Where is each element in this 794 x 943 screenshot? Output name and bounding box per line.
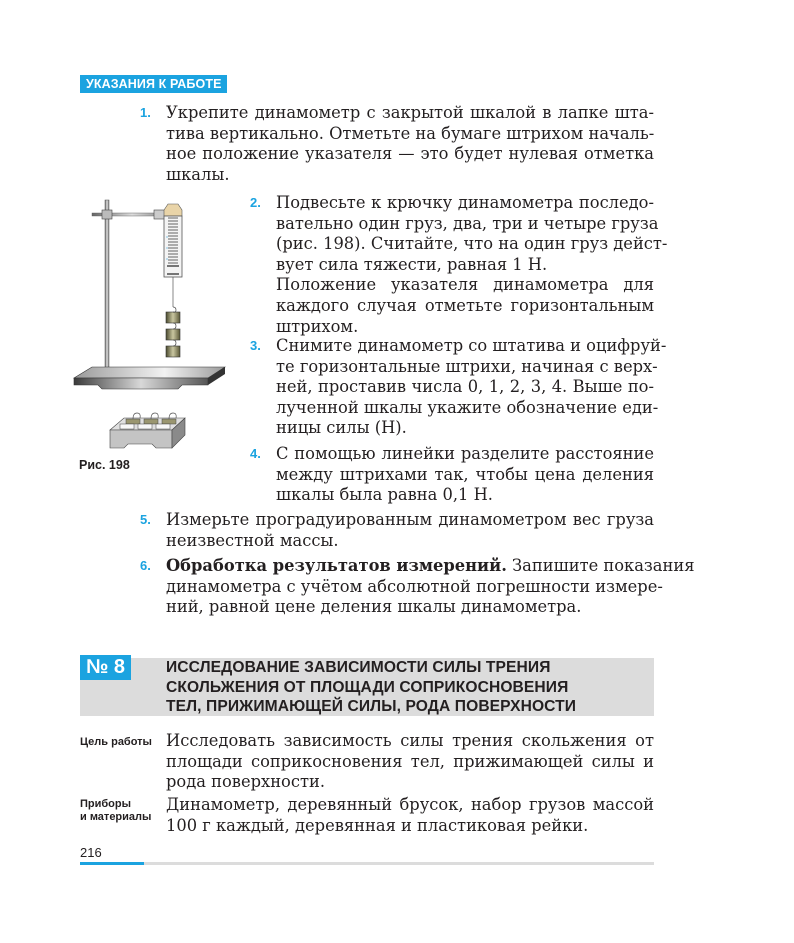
step-line: ней, проставив числа 0, 1, 2, 3, 4. Выше по- bbox=[276, 377, 654, 397]
step-2 bbox=[250, 193, 668, 337]
step-line: Подвесьте к крючку динамометра последо- bbox=[276, 193, 654, 212]
figure-198-dynamometer bbox=[62, 192, 237, 462]
step-number: 6. bbox=[140, 558, 151, 573]
step-bold-lead: Обработка результатов измерений. bbox=[166, 556, 507, 575]
lab-title-line: ТЕЛ, ПРИЖИМАЮЩЕЙ СИЛЫ, РОДА ПОВЕРХНОСТИ bbox=[166, 698, 577, 715]
step-line: каждого случая отметьте горизонтальным bbox=[276, 295, 654, 315]
step-line: вательно один груз, два, три и четыре груза bbox=[276, 213, 659, 233]
lab-header bbox=[80, 655, 654, 715]
step-line: Измерьте проградуированным динамометром вес груза bbox=[166, 510, 654, 529]
materials-text bbox=[166, 795, 654, 836]
section-tag: УКАЗАНИЯ К РАБОТЕ bbox=[80, 75, 227, 93]
step-line: вует сила тяжести, равная 1 Н. bbox=[276, 254, 548, 274]
step-line: Снимите динамометр со штатива и оцифруй- bbox=[276, 336, 667, 355]
goal-label: Цель работы bbox=[80, 736, 152, 748]
materials-line: 100 г каждый, деревянная и пластиковая рейки. bbox=[166, 815, 589, 835]
step-6 bbox=[140, 556, 695, 618]
goal-line: Исследовать зависимость силы трения скольжения от bbox=[166, 731, 654, 750]
figure-caption: Рис. 198 bbox=[79, 458, 130, 472]
footer-rule-accent bbox=[80, 862, 144, 865]
step-line: ницы силы (Н). bbox=[276, 418, 407, 438]
materials-label bbox=[80, 798, 151, 824]
stand-base bbox=[74, 367, 225, 389]
weights-box bbox=[110, 413, 185, 448]
materials-label-line: Приборы bbox=[80, 798, 132, 810]
step-line: ное положение указателя — это будет нулевая отметка bbox=[166, 144, 654, 164]
lab-title-line: ИССЛЕДОВАНИЕ ЗАВИСИМОСТИ СИЛЫ ТРЕНИЯ bbox=[166, 659, 551, 676]
goal-line: рода поверхности. bbox=[166, 772, 325, 792]
footer-rule bbox=[80, 862, 654, 865]
lab-title-line: СКОЛЬЖЕНИЯ ОТ ПЛОЩАДИ СОПРИКОСНОВЕНИЯ bbox=[166, 678, 569, 696]
step-number: 4. bbox=[250, 446, 261, 461]
step-line: тива вертикально. Отметьте на бумаге штрихом началь- bbox=[166, 123, 655, 143]
step-line: динамометра с учётом абсолютной погрешности измере- bbox=[166, 576, 663, 596]
step-line: лученной шкалы укажите обозначение еди- bbox=[276, 397, 659, 417]
step-line: шкалы была равна 0,1 Н. bbox=[276, 485, 493, 505]
step-line: С помощью линейки разделите расстояние bbox=[276, 444, 654, 463]
stand-arm bbox=[92, 210, 172, 219]
stand-rod bbox=[101, 200, 113, 375]
step-line: Положение указателя динамометра для bbox=[276, 275, 654, 295]
step-number: 3. bbox=[250, 338, 261, 353]
step-line: (рис. 198). Считайте, что на один груз дейст- bbox=[276, 234, 668, 254]
step-number: 5. bbox=[140, 512, 151, 527]
step-number: 2. bbox=[250, 195, 261, 210]
goal-line: площади соприкосновения тел, прижимающей силы и bbox=[166, 751, 654, 771]
step-line: между штрихами так, чтобы цена деления bbox=[276, 464, 654, 484]
step-1 bbox=[140, 103, 655, 185]
dynamometer bbox=[164, 204, 182, 307]
step-line: шкалы. bbox=[166, 164, 230, 184]
step-5 bbox=[140, 510, 654, 551]
step-line: ний, равной цене деления шкалы динамометра. bbox=[166, 597, 582, 617]
step-line-rest: Запишите показания bbox=[506, 556, 695, 575]
step-3 bbox=[250, 336, 667, 439]
materials-label-line: и материалы bbox=[80, 811, 152, 823]
lab-title bbox=[166, 658, 646, 717]
lab-number-badge: № 8 bbox=[80, 655, 131, 680]
step-4 bbox=[250, 444, 654, 506]
step-line: те горизонтальные штрихи, начиная с верх- bbox=[276, 356, 658, 376]
goal-text bbox=[166, 731, 654, 793]
step-line: Укрепите динамометр с закрытой шкалой в лапке шта- bbox=[166, 103, 654, 122]
step-number: 1. bbox=[140, 105, 151, 120]
step-line: штрихом. bbox=[276, 316, 359, 336]
materials-line: Динамометр, деревянный брусок, набор грузов массой bbox=[166, 795, 654, 814]
step-line bbox=[166, 556, 695, 577]
step-line: неизвестной массы. bbox=[166, 530, 339, 550]
weights-stack bbox=[166, 307, 180, 357]
page-number: 216 bbox=[80, 845, 102, 860]
